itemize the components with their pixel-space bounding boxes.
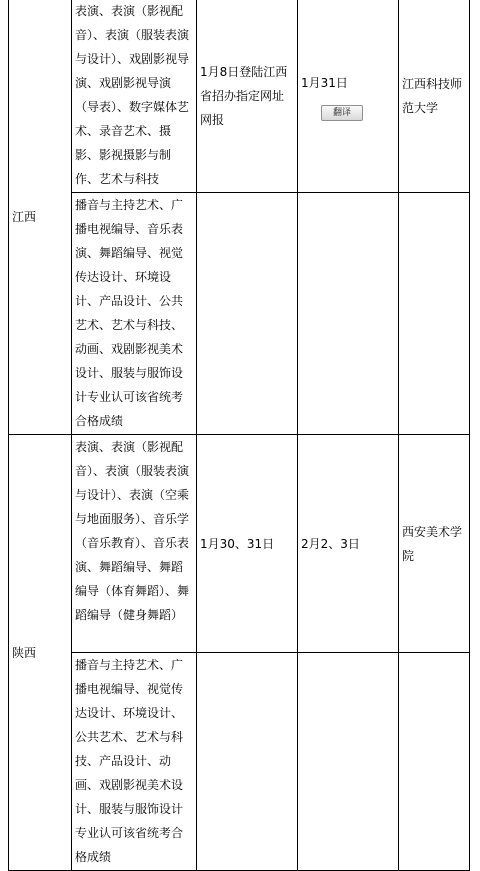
school-cell (399, 653, 470, 871)
table-row (9, 193, 470, 435)
school-name: 西安美术学院 (402, 524, 463, 563)
province-cell (9, 435, 72, 871)
majors-text: 表演、表演（影视配音）、表演（服装表演与设计）、表演（空乘与地面服务）、音乐学（音乐教育）、音乐表演、舞蹈编导、舞蹈编导（体育舞蹈）、舞蹈编导（健身舞蹈） (75, 440, 190, 622)
exam-date-cell (298, 435, 399, 653)
majors-cell (72, 653, 197, 871)
exam-date-cell (298, 193, 399, 435)
school-cell (399, 435, 470, 653)
school-cell (399, 193, 470, 435)
majors-text: 播音与主持艺术、广播电视编导、视觉传达设计、环境设计、公共艺术、艺术与科技、产品设计、动画、戏剧影视美术设计、服装与服饰设计专业认可该省统考合格成绩 (75, 658, 184, 864)
province-name: 江西 (12, 209, 37, 224)
table-row (9, 0, 470, 193)
exam-date-cell (298, 653, 399, 871)
registration-cell (197, 435, 298, 653)
exam-date-text: 2月2、3日 (301, 536, 360, 551)
table-row (9, 653, 470, 871)
exam-date-cell (298, 0, 399, 193)
school-cell (399, 0, 470, 193)
majors-cell (72, 193, 197, 435)
exam-date-text: 1月31日 (301, 75, 348, 90)
registration-cell (197, 653, 298, 871)
majors-cell (72, 0, 197, 193)
school-name: 江西科技师范大学 (402, 76, 463, 115)
registration-cell (197, 193, 298, 435)
registration-cell (197, 0, 298, 193)
majors-text: 播音与主持艺术、广播电视编导、音乐表演、舞蹈编导、视觉传达设计、环境设计、产品设计、公共艺术、艺术与科技、动画、戏剧影视美术设计、服装与服饰设计专业认可该省统考合格成绩 (75, 198, 184, 428)
translate-button[interactable]: 翻译 (321, 105, 363, 121)
table-row (9, 435, 470, 653)
province-cell (9, 0, 72, 435)
province-name: 陕西 (12, 645, 37, 660)
majors-cell (72, 435, 197, 653)
admission-table (8, 0, 470, 871)
registration-text: 1月8日登陆江西省招办指定网址网报 (200, 64, 288, 127)
registration-text: 1月30、31日 (200, 536, 275, 551)
majors-text: 表演、表演（影视配音）、表演（服装表演与设计）、戏剧影视导演、戏剧影视导演（导表）、数字媒体艺术、录音艺术、摄影、影视摄影与制作、艺术与科技 (75, 4, 190, 186)
